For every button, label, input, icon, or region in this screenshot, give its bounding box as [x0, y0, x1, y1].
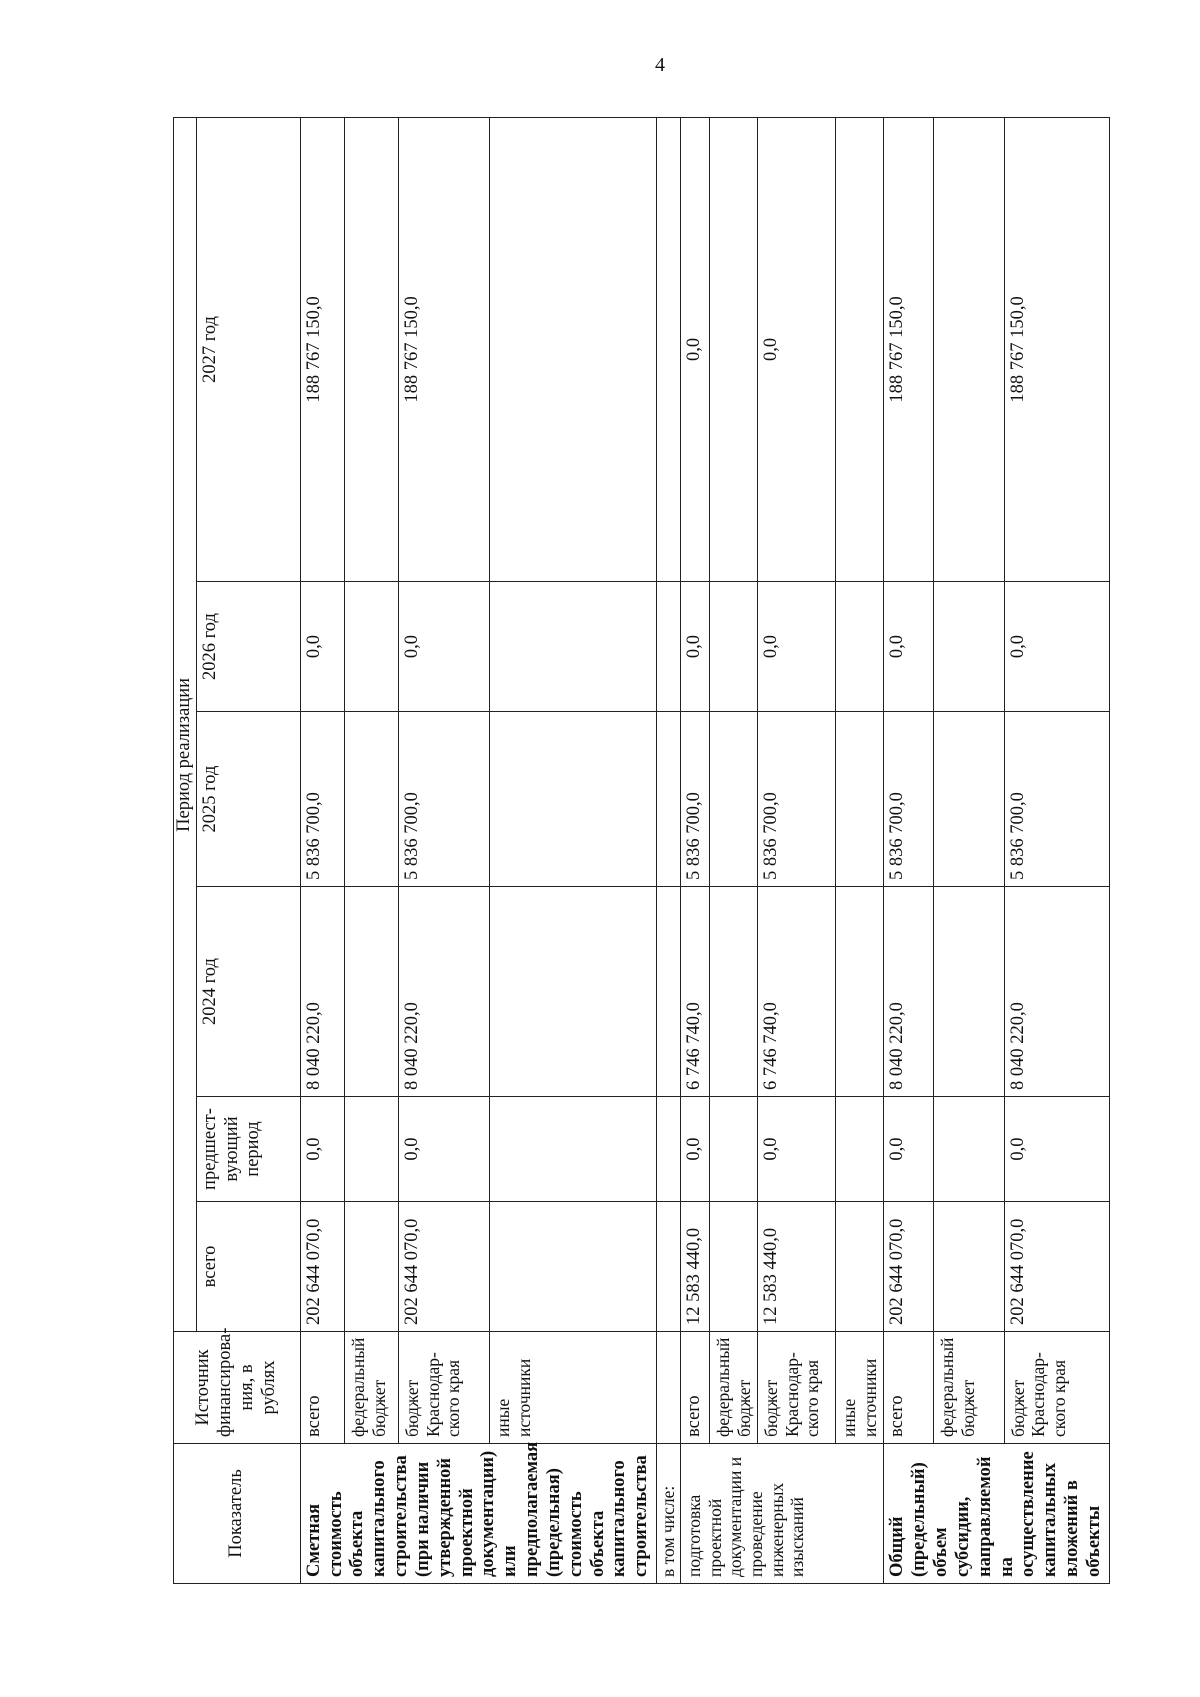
- financing-table: [173, 117, 1110, 1584]
- value-cell: 202 644 070,0: [1004, 1202, 1109, 1332]
- value-cell: 8 040 220,0: [1004, 887, 1109, 1097]
- table-row: [1004, 117, 1109, 1583]
- value-cell: 188 767 150,0: [1004, 117, 1109, 581]
- header-total: всего: [196, 1202, 300, 1332]
- section-label-subsidy: Общий (предельный) объем субсидии, направляемой на осуществление капитальных вложений в объекты: [884, 1444, 1109, 1584]
- value-cell: [709, 1097, 757, 1202]
- value-cell: 0,0: [681, 117, 710, 581]
- header-2026: 2026 год: [196, 582, 300, 712]
- value-cell: 202 644 070,0: [300, 1202, 344, 1332]
- section-label-estimated-cost: Сметная стоимость объекта капитального строительства (при наличии утвержденной проектной документации) или предполагаемая (предельная) стоимость объекта капитального строительства: [300, 1444, 656, 1584]
- value-cell: [490, 1097, 657, 1202]
- value-cell: [836, 117, 884, 581]
- value-cell: [836, 712, 884, 887]
- value-cell: 188 767 150,0: [300, 117, 344, 581]
- source-cell: иные источники: [490, 1332, 657, 1444]
- table-row: [399, 117, 490, 1583]
- value-cell: 0,0: [681, 582, 710, 712]
- source-cell: федеральный бюджет: [934, 1332, 1005, 1444]
- source-cell: бюджет Краснодар-ского края: [758, 1332, 836, 1444]
- table-row: [490, 117, 657, 1583]
- value-cell: 0,0: [1004, 582, 1109, 712]
- value-cell: [490, 712, 657, 887]
- value-cell: 0,0: [758, 117, 836, 581]
- value-cell: [345, 1202, 399, 1332]
- value-cell: 6 746 740,0: [758, 887, 836, 1097]
- table-row: [884, 117, 934, 1583]
- table-row: [300, 117, 344, 1583]
- value-cell: 0,0: [300, 582, 344, 712]
- value-cell: [836, 887, 884, 1097]
- source-cell: всего: [884, 1332, 934, 1444]
- value-cell: [836, 1097, 884, 1202]
- value-cell: [836, 1202, 884, 1332]
- value-cell: 0,0: [884, 1097, 934, 1202]
- value-cell: 12 583 440,0: [758, 1202, 836, 1332]
- header-2024: 2024 год: [196, 887, 300, 1097]
- source-cell: всего: [681, 1332, 710, 1444]
- rotated-table-container: [173, 118, 1105, 1584]
- table-row: [657, 117, 681, 1583]
- source-cell: всего: [300, 1332, 344, 1444]
- header-2025: 2025 год: [196, 712, 300, 887]
- header-row-1: [174, 117, 197, 1583]
- value-cell: 0,0: [399, 1097, 490, 1202]
- source-cell: федеральный бюджет: [345, 1332, 399, 1444]
- table-row: [758, 117, 836, 1583]
- value-cell: [709, 1202, 757, 1332]
- source-cell: федеральный бюджет: [709, 1332, 757, 1444]
- including-label: в том числе:: [657, 1444, 681, 1584]
- value-cell: 202 644 070,0: [884, 1202, 934, 1332]
- value-cell: [345, 712, 399, 887]
- value-cell: [709, 712, 757, 887]
- value-cell: 8 040 220,0: [884, 887, 934, 1097]
- table-row: [345, 117, 399, 1583]
- source-cell: бюджет Краснодар-ского края: [1004, 1332, 1109, 1444]
- value-cell: 0,0: [758, 582, 836, 712]
- source-cell: бюджет Краснодар-ского края: [399, 1332, 490, 1444]
- section-label-design: подготовка проектной документации и проведение инженерных изысканий: [681, 1444, 884, 1584]
- header-2027: 2027 год: [196, 117, 300, 581]
- value-cell: [836, 582, 884, 712]
- value-cell: 202 644 070,0: [399, 1202, 490, 1332]
- value-cell: 5 836 700,0: [884, 712, 934, 887]
- value-cell: [490, 887, 657, 1097]
- value-cell: 8 040 220,0: [399, 887, 490, 1097]
- value-cell: 5 836 700,0: [681, 712, 710, 887]
- header-period: Период реализации: [174, 117, 197, 1331]
- value-cell: 8 040 220,0: [300, 887, 344, 1097]
- value-cell: [934, 117, 1005, 581]
- value-cell: [345, 1097, 399, 1202]
- value-cell: [934, 582, 1005, 712]
- value-cell: [709, 582, 757, 712]
- header-source: Источник финансирова-ния, в рублях: [174, 1332, 301, 1444]
- value-cell: 0,0: [681, 1097, 710, 1202]
- value-cell: [490, 582, 657, 712]
- value-cell: [934, 887, 1005, 1097]
- value-cell: 188 767 150,0: [399, 117, 490, 581]
- value-cell: 188 767 150,0: [884, 117, 934, 581]
- value-cell: 12 583 440,0: [681, 1202, 710, 1332]
- value-cell: [934, 712, 1005, 887]
- table-row: [709, 117, 757, 1583]
- table-row: [934, 117, 1005, 1583]
- value-cell: [934, 1202, 1005, 1332]
- value-cell: 5 836 700,0: [300, 712, 344, 887]
- value-cell: [934, 1097, 1005, 1202]
- value-cell: [709, 117, 757, 581]
- value-cell: 5 836 700,0: [758, 712, 836, 887]
- page-number: 4: [655, 54, 665, 76]
- value-cell: 0,0: [399, 582, 490, 712]
- value-cell: 5 836 700,0: [1004, 712, 1109, 887]
- table-row: [836, 117, 884, 1583]
- value-cell: 0,0: [1004, 1097, 1109, 1202]
- value-cell: 6 746 740,0: [681, 887, 710, 1097]
- header-previous: предшест-вующий период: [196, 1097, 300, 1202]
- header-indicator: Показатель: [174, 1444, 301, 1584]
- value-cell: [490, 1202, 657, 1332]
- value-cell: [345, 887, 399, 1097]
- value-cell: [345, 117, 399, 581]
- value-cell: [490, 117, 657, 581]
- source-cell: иные источники: [836, 1332, 884, 1444]
- value-cell: 0,0: [758, 1097, 836, 1202]
- value-cell: 5 836 700,0: [399, 712, 490, 887]
- table-row: [681, 117, 710, 1583]
- value-cell: [345, 582, 399, 712]
- value-cell: 0,0: [884, 582, 934, 712]
- value-cell: [709, 887, 757, 1097]
- value-cell: 0,0: [300, 1097, 344, 1202]
